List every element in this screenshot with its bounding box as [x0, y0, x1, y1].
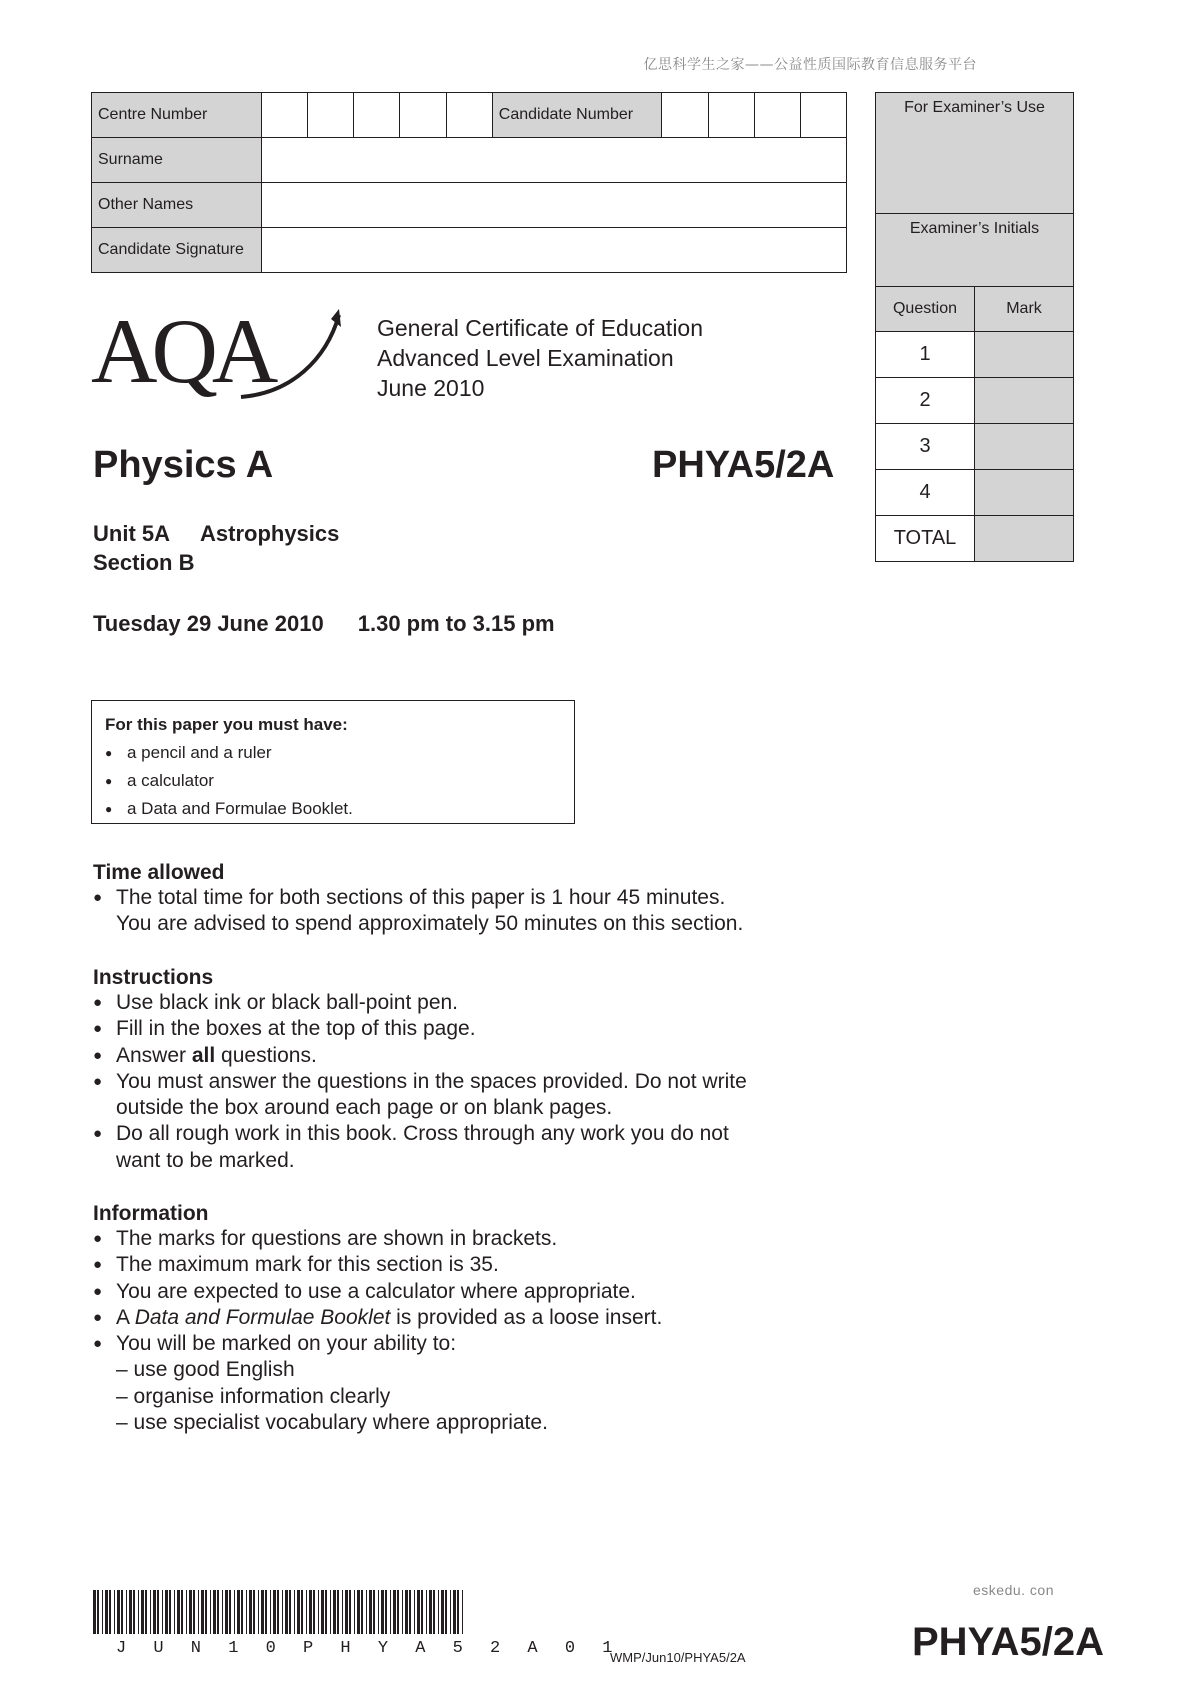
footer-paper-code: PHYA5/2A: [912, 1620, 1104, 1664]
candidate-number-box[interactable]: [708, 93, 754, 138]
header-line-1: General Certificate of Education: [377, 315, 704, 341]
mark-cell[interactable]: [975, 424, 1074, 470]
list-item: ● a Data and Formulae Booklet.: [105, 795, 561, 823]
centre-number-box[interactable]: [262, 93, 308, 138]
list-item: [93, 1043, 893, 1069]
barcode-number: J U N 1 0 P H Y A 5 2 A 0 1: [116, 1639, 621, 1658]
barcode: [91, 1590, 621, 1658]
centre-number-label: Centre Number: [92, 93, 262, 138]
footer-reference: WMP/Jun10/PHYA5/2A: [610, 1650, 746, 1665]
centre-number-box[interactable]: [308, 93, 354, 138]
total-label: TOTAL: [876, 516, 975, 562]
instruction-text: Answer: [116, 1043, 192, 1067]
exam-date: Tuesday 29 June 2010: [93, 611, 324, 636]
list-item: ● Fill in the boxes at the top of this page.: [93, 1016, 893, 1042]
instruction-text: questions.: [215, 1043, 317, 1067]
candidate-number-box[interactable]: [800, 93, 846, 138]
mark-header: Mark: [975, 287, 1074, 332]
list-item: [93, 1121, 893, 1174]
aqa-logo: [91, 300, 351, 405]
unit-name: Astrophysics: [200, 521, 340, 546]
information-text: A: [116, 1305, 135, 1329]
header-line-2: Advanced Level Examination: [377, 345, 674, 371]
instruction-text: outside the box around each page or on blank pages.: [116, 1096, 613, 1120]
instruction-text: You must answer the questions in the spaces provided. Do not write: [116, 1069, 747, 1093]
watermark-top: 亿思科学生之家——公益性质国际教育信息服务平台: [643, 57, 977, 73]
centre-number-box[interactable]: [354, 93, 400, 138]
exam-time: 1.30 pm to 3.15 pm: [357, 611, 555, 636]
information-italic: Data and Formulae Booklet: [134, 1305, 391, 1329]
candidate-signature-field[interactable]: [262, 228, 847, 273]
information-title: Information: [93, 1202, 209, 1225]
candidate-signature-label: Candidate Signature: [92, 228, 262, 273]
examiners-initials-label: Examiner’s Initials: [876, 214, 1074, 287]
instruction-text: Do all rough work in this book. Cross through any work you do not: [116, 1122, 729, 1146]
list-item: ● The marks for questions are shown in brackets.: [93, 1226, 893, 1252]
list-item: [93, 885, 853, 938]
aqa-logo-text: AQA: [91, 300, 273, 402]
surname-field[interactable]: [262, 138, 847, 183]
instructions-title: Instructions: [93, 966, 214, 989]
time-allowed-title: Time allowed: [93, 861, 225, 884]
mark-cell[interactable]: [975, 378, 1074, 424]
other-names-field[interactable]: [262, 183, 847, 228]
must-have-box: [91, 700, 575, 824]
list-item: – use good English: [116, 1358, 295, 1382]
question-number: 3: [876, 424, 975, 470]
subject-title: Physics A: [93, 444, 274, 486]
list-item: ● You are expected to use a calculator where appropriate.: [93, 1279, 893, 1305]
footer-watermark: eskedu. con: [973, 1582, 1054, 1598]
list-item: ● a pencil and a ruler: [105, 739, 561, 767]
paper-code: PHYA5/2A: [652, 444, 835, 486]
surname-label: Surname: [92, 138, 262, 183]
question-header: Question: [876, 287, 975, 332]
for-examiners-use-label: For Examiner’s Use: [876, 93, 1074, 214]
instruction-text: want to be marked.: [116, 1148, 295, 1172]
time-allowed-line-1: The total time for both sections of this paper is 1 hour 45 minutes.: [116, 886, 726, 909]
list-item: ● You will be marked on your ability to:: [93, 1331, 893, 1357]
question-number: 4: [876, 470, 975, 516]
candidate-details-table: [91, 92, 847, 273]
examiners-use-table: [875, 92, 1074, 562]
centre-number-box[interactable]: [446, 93, 492, 138]
must-have-title: For this paper you must have:: [105, 715, 348, 734]
list-item: ● a calculator: [105, 767, 561, 795]
question-number: 1: [876, 332, 975, 378]
candidate-number-box[interactable]: [662, 93, 708, 138]
section-label: Section B: [93, 550, 195, 575]
information-text: is provided as a loose insert.: [390, 1305, 663, 1329]
time-allowed-line-2: You are advised to spend approximately 50 minutes on this section.: [116, 912, 744, 936]
question-number: 2: [876, 378, 975, 424]
list-item: [93, 1069, 893, 1122]
unit-label: Unit 5A: [93, 521, 170, 546]
candidate-number-label: Candidate Number: [492, 93, 662, 138]
instruction-emphasis: all: [191, 1043, 216, 1067]
total-mark-cell[interactable]: [975, 516, 1074, 562]
list-item: – use specialist vocabulary where appropriate.: [116, 1411, 548, 1435]
list-item: ● The maximum mark for this section is 35.: [93, 1252, 893, 1278]
other-names-label: Other Names: [92, 183, 262, 228]
list-item: [93, 1305, 893, 1331]
candidate-number-box[interactable]: [754, 93, 800, 138]
mark-cell[interactable]: [975, 332, 1074, 378]
centre-number-box[interactable]: [400, 93, 446, 138]
header-line-3: June 2010: [377, 375, 485, 401]
list-item: ● Use black ink or black ball-point pen.: [93, 990, 893, 1016]
list-item: – organise information clearly: [116, 1384, 391, 1408]
mark-cell[interactable]: [975, 470, 1074, 516]
barcode-icon: [91, 1590, 469, 1634]
